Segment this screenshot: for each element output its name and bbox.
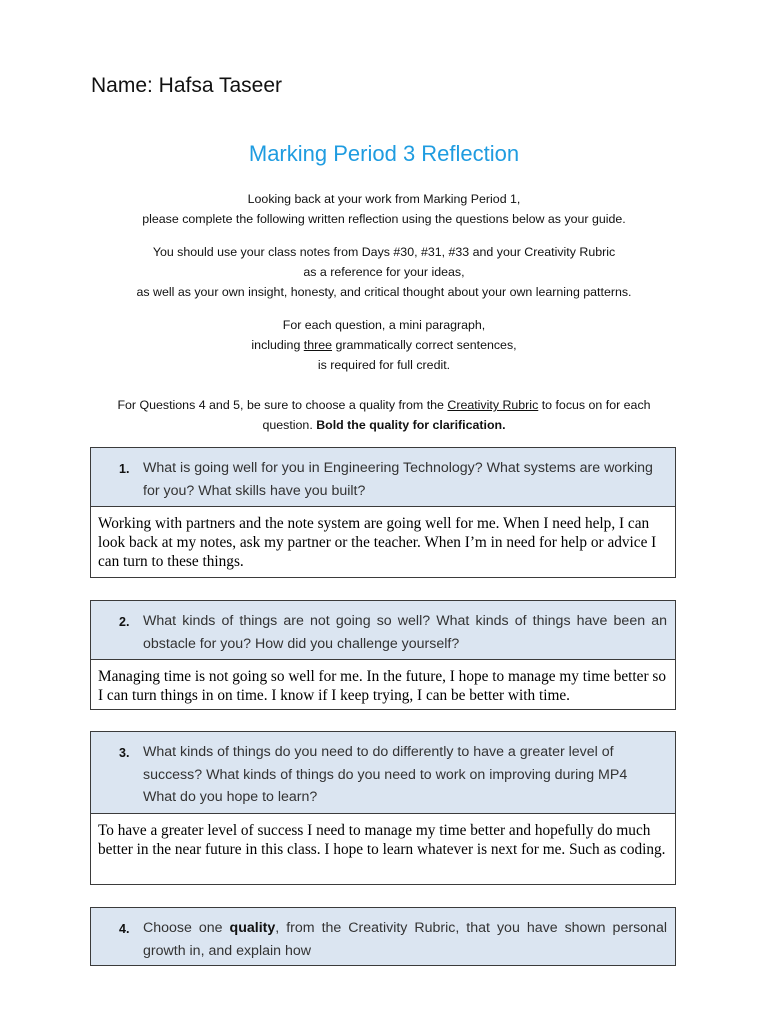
intro-text: You should use your class notes from Days #30, #31, #33 and your Creativity Rubric xyxy=(152,245,616,259)
question-header xyxy=(91,601,675,660)
intro-text: For each question, a mini paragraph, xyxy=(282,318,486,332)
intro-text xyxy=(0,395,768,415)
intro-text: Looking back at your work from Marking Period 1, xyxy=(247,192,521,206)
question-header xyxy=(91,448,675,507)
page-title: Marking Period 3 Reflection xyxy=(248,141,520,166)
underlined-word: three xyxy=(303,338,333,352)
answer-field[interactable]: To have a greater level of success I need to manage my time better and hopefully do much better in the near future in this class. I hope to learn whatever is next for me. Such as coding. xyxy=(98,822,666,858)
question-text-part: , from the Creativity Rubric, that you have shown personal xyxy=(275,920,667,936)
question-text xyxy=(143,917,667,940)
intro-paragraph-1 xyxy=(0,189,768,229)
intro-paragraph-3 xyxy=(0,315,768,375)
creativity-rubric-reference: Creativity Rubric xyxy=(447,398,539,412)
intro-text: please complete the following written reflection using the questions below as your guide. xyxy=(142,212,626,226)
question-number: 4. xyxy=(119,922,130,936)
question-text: What kinds of things are not going so well? What kinds of things have been an xyxy=(143,613,667,629)
question-block-3 xyxy=(90,731,676,885)
intro-paragraph-2 xyxy=(0,242,768,302)
student-name: Name: Hafsa Taseer xyxy=(91,74,283,97)
question-number: 3. xyxy=(119,746,130,760)
intro-text xyxy=(0,415,768,435)
intro-text: as well as your own insight, honesty, and critical thought about your own learning patterns. xyxy=(136,285,632,299)
intro-text-part: to focus on for each xyxy=(538,398,651,412)
intro-text xyxy=(0,335,768,355)
intro-text-part: question. xyxy=(262,418,317,432)
intro-text-part: For Questions 4 and 5, be sure to choose a quality from the xyxy=(117,398,448,412)
question-text: What do you hope to learn? xyxy=(143,789,318,805)
question-number: 1. xyxy=(119,462,130,476)
question-text: success? What kinds of things do you need to work on improving during MP4 xyxy=(143,766,628,783)
question-block-4 xyxy=(90,907,676,966)
intro-paragraph-4 xyxy=(0,395,768,435)
intro-text-part: including xyxy=(251,338,304,352)
bold-instruction: Bold the quality for clarification. xyxy=(316,418,506,432)
question-header xyxy=(91,732,675,814)
question-text: What kinds of things do you need to do differently to have a greater level of xyxy=(143,744,614,760)
intro-text: as a reference for your ideas, xyxy=(303,265,465,279)
question-text: growth in, and explain how xyxy=(143,942,311,959)
intro-text: is required for full credit. xyxy=(317,358,451,372)
intro-text-part: grammatically correct sentences, xyxy=(332,338,517,352)
question-text: for you? What skills have you built? xyxy=(143,482,366,499)
answer-field[interactable]: Working with partners and the note system are going well for me. When I need help, I can look back at my notes, ask my partner or the teacher. When I’m in need for help or advice I can turn to these things. xyxy=(98,515,657,570)
question-text: obstacle for you? How did you challenge yourself? xyxy=(143,635,460,652)
question-block-1 xyxy=(90,447,676,578)
question-header xyxy=(91,908,675,965)
question-number: 2. xyxy=(119,615,130,629)
question-text-part: Choose one xyxy=(143,920,230,936)
quality-keyword: quality xyxy=(229,920,276,936)
question-block-2 xyxy=(90,600,676,710)
question-text: What is going well for you in Engineering Technology? What systems are working xyxy=(143,460,653,476)
answer-field[interactable]: Managing time is not going so well for me. In the future, I hope to manage my time better so I can turn things in on time. I know if I keep trying, I can be better with time. xyxy=(98,668,666,704)
